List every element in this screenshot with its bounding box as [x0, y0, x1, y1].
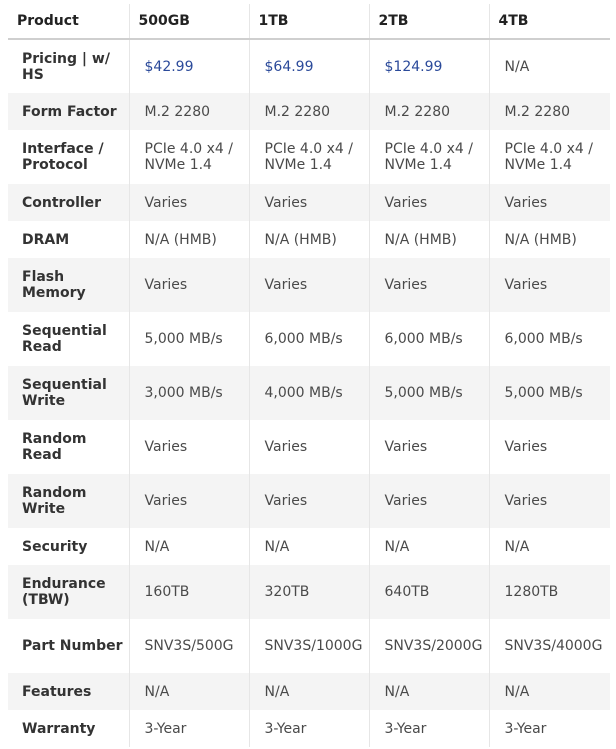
header-500gb: 500GB	[129, 4, 249, 39]
table-cell: Varies	[504, 439, 548, 455]
table-cell: 160TB	[129, 565, 249, 619]
table-cell: 5,000 MB/s	[129, 312, 249, 366]
row-sequential-read	[8, 312, 610, 366]
row-sequential-write	[8, 366, 610, 420]
table-body	[8, 39, 610, 747]
table-cell: M.2 2280	[504, 103, 571, 120]
row-pricing	[8, 39, 610, 93]
header-product: Product	[8, 4, 129, 39]
table-cell: Varies	[129, 474, 249, 528]
table-cell: M.2 2280	[129, 93, 249, 130]
table-cell: M.2 2280	[369, 93, 489, 130]
table-cell: PCIe 4.0 x4 / NVMe 1.4	[129, 130, 249, 184]
table-cell: PCIe 4.0 x4 / NVMe 1.4	[369, 130, 489, 184]
table-cell: Varies	[129, 420, 249, 474]
row-random-write	[8, 474, 610, 528]
row-form-factor	[8, 93, 610, 130]
row-dram	[8, 221, 610, 258]
table-cell: Varies	[504, 277, 548, 293]
specs-table	[8, 4, 610, 747]
table-cell: Varies	[504, 194, 548, 211]
row-features	[8, 673, 610, 710]
row-label: Interface / Protocol	[8, 130, 129, 184]
row-label: Random Read	[8, 420, 129, 474]
table-cell: N/A (HMB)	[249, 221, 369, 258]
table-cell: 6,000 MB/s	[369, 312, 489, 366]
table-cell: Varies	[129, 258, 249, 312]
price-link-2tb[interactable]: $124.99	[369, 39, 489, 93]
table-header	[8, 4, 610, 39]
table-cell: SNV3S/1000G	[249, 619, 369, 673]
row-label: Endurance (TBW)	[8, 565, 129, 619]
row-warranty	[8, 710, 610, 747]
table-cell: N/A	[249, 528, 369, 565]
row-label: Sequential Write	[8, 366, 129, 420]
table-cell: 3-Year	[129, 710, 249, 747]
row-label: Part Number	[8, 619, 129, 673]
row-label: Form Factor	[8, 93, 129, 130]
row-label: Pricing | w/ HS	[8, 39, 129, 93]
table-cell: Varies	[504, 493, 548, 509]
row-random-read	[8, 420, 610, 474]
table-cell: N/A (HMB)	[129, 221, 249, 258]
price-4tb: N/A	[504, 58, 530, 75]
table-cell: N/A	[369, 528, 489, 565]
table-cell: Varies	[129, 184, 249, 221]
row-label: Warranty	[8, 710, 129, 747]
table-cell: N/A	[504, 683, 530, 700]
row-part-number	[8, 619, 610, 673]
header-2tb: 2TB	[369, 4, 489, 39]
table-cell: N/A (HMB)	[369, 221, 489, 258]
table-cell: SNV3S/2000G	[369, 619, 489, 673]
row-interface	[8, 130, 610, 184]
table-cell: Varies	[369, 184, 489, 221]
row-label: Security	[8, 528, 129, 565]
price-link-500gb[interactable]: $42.99	[129, 39, 249, 93]
row-label: DRAM	[8, 221, 129, 258]
row-label: Features	[8, 673, 129, 710]
row-security	[8, 528, 610, 565]
table-cell: Varies	[369, 474, 489, 528]
row-flash-memory	[8, 258, 610, 312]
table-cell: N/A	[129, 528, 249, 565]
table-cell: N/A	[369, 673, 489, 710]
table-cell: PCIe 4.0 x4 / NVMe 1.4	[504, 141, 593, 173]
header-1tb: 1TB	[249, 4, 369, 39]
row-controller	[8, 184, 610, 221]
row-label: Sequential Read	[8, 312, 129, 366]
row-label: Random Write	[8, 474, 129, 528]
table-cell: 3-Year	[249, 710, 369, 747]
table-cell: 5,000 MB/s	[504, 385, 583, 401]
table-cell: N/A	[249, 673, 369, 710]
table-cell: 5,000 MB/s	[369, 366, 489, 420]
table-cell: SNV3S/4000G	[504, 638, 603, 654]
row-endurance	[8, 565, 610, 619]
table-cell: 3-Year	[504, 720, 547, 737]
table-cell: 640TB	[369, 565, 489, 619]
table-cell: Varies	[369, 258, 489, 312]
row-label: Flash Memory	[8, 258, 129, 312]
table-cell: N/A	[504, 538, 530, 555]
table-cell: 3-Year	[369, 710, 489, 747]
table-cell: N/A (HMB)	[504, 231, 577, 248]
header-row	[8, 4, 610, 39]
table-cell: SNV3S/500G	[129, 619, 249, 673]
table-cell: Varies	[249, 420, 369, 474]
table-cell: 3,000 MB/s	[129, 366, 249, 420]
table-cell: 6,000 MB/s	[249, 312, 369, 366]
header-4tb: 4TB	[489, 4, 610, 39]
table-cell: 320TB	[249, 565, 369, 619]
table-cell: 6,000 MB/s	[504, 331, 583, 347]
table-cell: Varies	[249, 474, 369, 528]
price-link-1tb[interactable]: $64.99	[249, 39, 369, 93]
table-cell: N/A	[129, 673, 249, 710]
table-cell: Varies	[369, 420, 489, 474]
table-cell: 1280TB	[504, 584, 559, 600]
table-cell: PCIe 4.0 x4 / NVMe 1.4	[249, 130, 369, 184]
table-cell: Varies	[249, 184, 369, 221]
table-cell: M.2 2280	[249, 93, 369, 130]
row-label: Controller	[8, 184, 129, 221]
table-cell: 4,000 MB/s	[249, 366, 369, 420]
table-cell: Varies	[249, 258, 369, 312]
